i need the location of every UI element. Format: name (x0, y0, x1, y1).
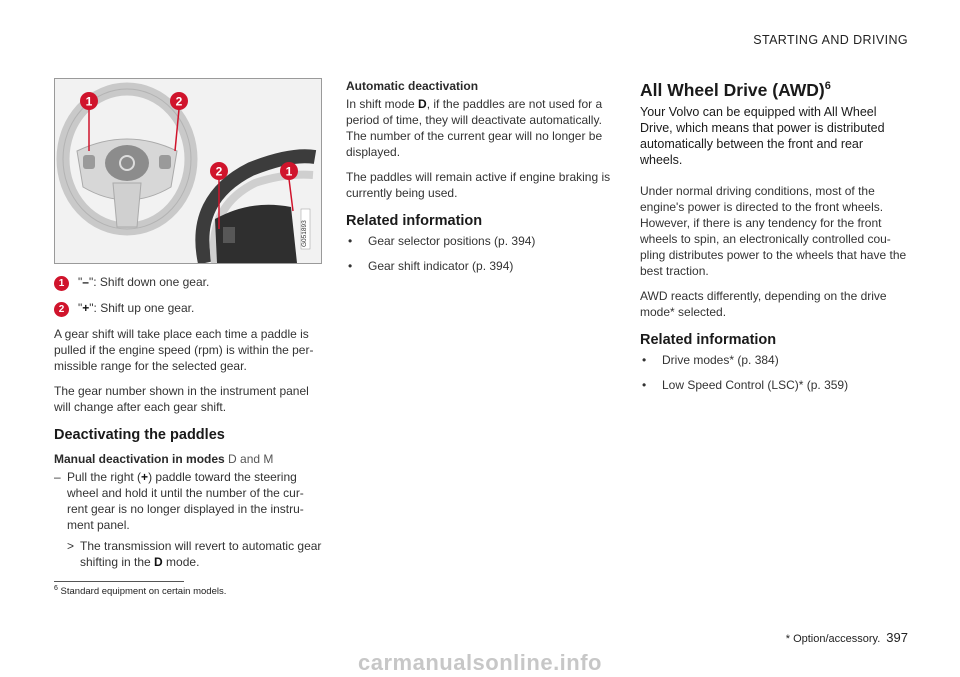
svg-text:2: 2 (175, 94, 183, 109)
subsection-heading: Automatic deactivation (346, 79, 479, 93)
svg-text:2: 2 (215, 164, 223, 179)
footnote: $^6$ Standard equipment on certain models. (54, 585, 227, 598)
procedure-result: > The transmission will revert to automatic gear shifting in the D mode. (67, 539, 322, 569)
callout-number: 1 (54, 276, 69, 291)
callout-2-marker-side (210, 162, 228, 180)
intro-paragraph: Your Volvo can be equipped with All Wheel Drive, which means that power is distributed automatically between the front and rear wheels. (640, 104, 885, 167)
callout-1-marker (80, 92, 98, 110)
running-header: STARTING AND DRIVING (753, 33, 908, 47)
related-info-heading: Related information (640, 331, 777, 348)
page-title: All Wheel Drive (AWD)$^6$ (640, 79, 831, 100)
paragraph: Under normal driving conditions, most of the engine's power is directed to the front wheels. However, if there is any tendency for the front wheels to spin, an electronically controlled cou-pling distributes power to the wheels that have the best traction. (640, 183, 907, 278)
paragraph: In shift mode D, if the paddles are not used for a period of time, they will deactivate automatically. The number of the current gear will no longer be displayed. (346, 97, 603, 159)
related-links (346, 233, 616, 274)
related-link-gear-shift-indicator[interactable]: • Gear shift indicator (p. 394) (346, 258, 616, 274)
option-note: * Option/accessory. (785, 633, 881, 645)
svg-text:1: 1 (285, 164, 293, 179)
callout-number: 2 (54, 302, 69, 317)
paragraph: The paddles will remain active if engine braking is currently being used. (346, 170, 611, 200)
related-info-heading: Related information (346, 213, 483, 229)
related-link-drive-modes[interactable]: • Drive modes* (p. 384) (640, 352, 908, 368)
figure-code: G051893 (301, 220, 308, 247)
steering-wheel-figure (54, 78, 322, 264)
watermark: carmanualsonline.info (358, 650, 602, 675)
paragraph: AWD reacts differently, depending on the drive mode* selected. (640, 288, 887, 319)
callout-text: "–": Shift down one gear. (78, 275, 210, 289)
section-heading: Deactivating the paddles (54, 427, 225, 443)
column-middle (346, 78, 616, 283)
callout-2-marker (170, 92, 188, 110)
related-link-low-speed-control[interactable]: • Low Speed Control (LSC)* (p. 359) (640, 377, 908, 393)
callout-downshift (54, 274, 322, 291)
related-links (640, 352, 908, 393)
footnote-rule (54, 581, 184, 582)
page-footer (786, 630, 908, 645)
column-right (640, 78, 908, 402)
svg-text:1: 1 (85, 94, 93, 109)
procedure-step: – Pull the right (+) paddle toward the steering wheel and hold it until the number of the cur-rent gear is no longer displayed in the instru-ment panel. (54, 470, 304, 532)
footnote-ref[interactable]: 6 (824, 80, 831, 92)
related-link-gear-selector[interactable]: • Gear selector positions (p. 394) (346, 233, 616, 249)
subsection-heading: Manual deactivation in modes D and M (54, 452, 274, 466)
page-number: 397 (886, 630, 908, 645)
steering-wheel-illustration (55, 79, 321, 263)
paragraph: A gear shift will take place each time a paddle is pulled if the engine speed (rpm) is within the per-missible range for the selected gear. (54, 327, 314, 373)
callout-text: "+": Shift up one gear. (78, 301, 195, 315)
callout-upshift (54, 300, 322, 317)
column-left (54, 78, 322, 570)
paragraph: The gear number shown in the instrument panel will change after each gear shift. (54, 384, 309, 414)
callout-1-marker-side (280, 162, 298, 180)
